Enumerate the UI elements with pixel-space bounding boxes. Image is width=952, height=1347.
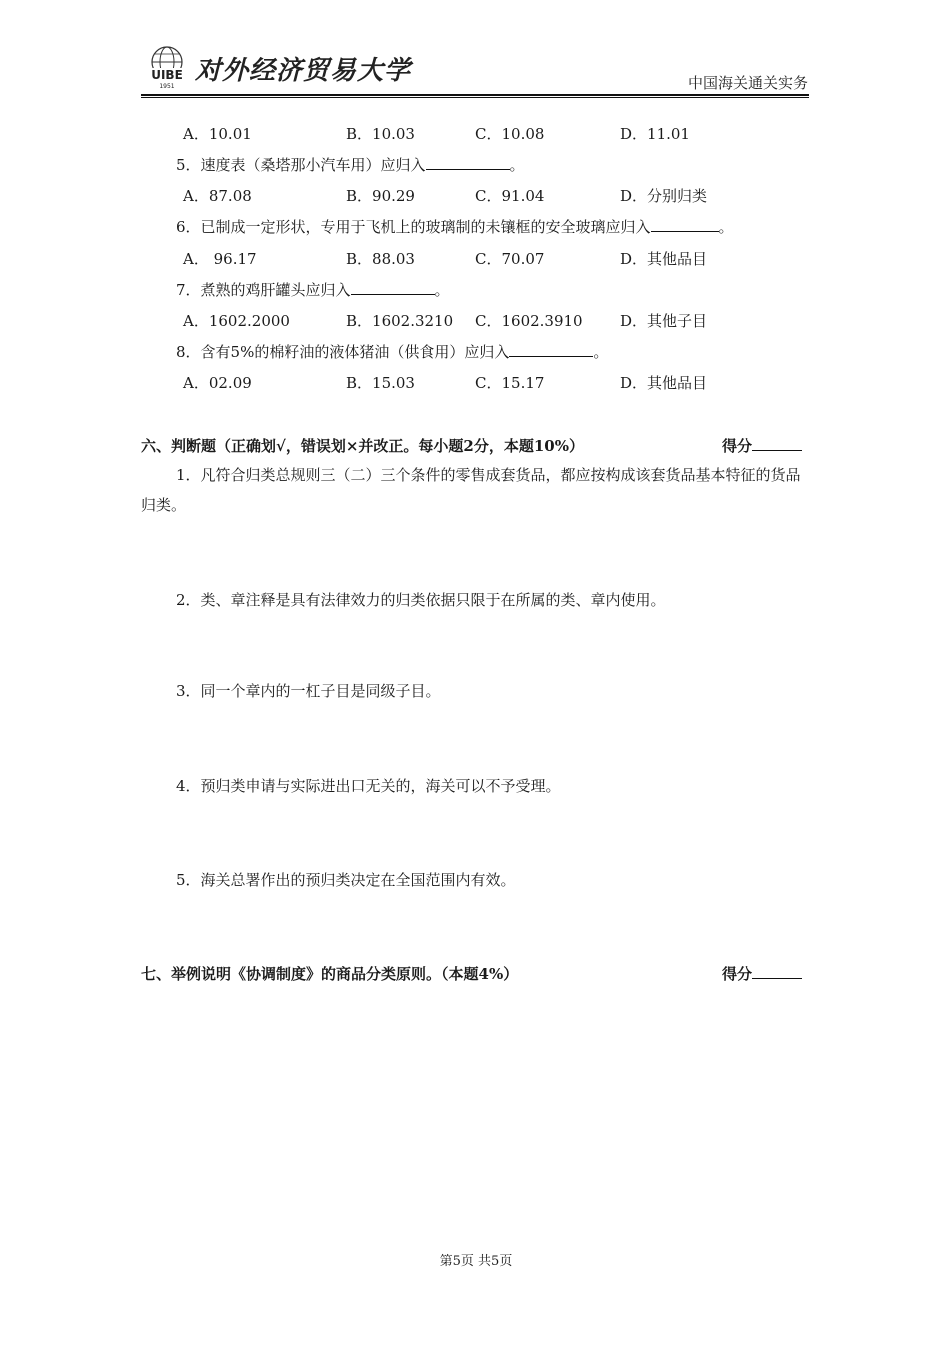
option-c: C．15.17 <box>475 374 545 392</box>
score-label: 得分 <box>722 437 753 455</box>
section-7-score <box>722 963 802 984</box>
question-text: 5．速度表（桑塔那小汽车用）应归入 <box>176 156 426 174</box>
option-d: D．分别归类 <box>620 187 708 205</box>
answer-blank <box>426 156 510 170</box>
option-d: D．其他品目 <box>620 374 708 392</box>
option-b: B．90.29 <box>346 187 415 205</box>
judgment-item-4: 4．预归类申请与实际进出口无关的，海关可以不予受理。 <box>176 777 561 795</box>
option-b: B．10.03 <box>346 125 415 143</box>
question-text: 6．已制成一定形状，专用于飞机上的玻璃制的未镶框的安全玻璃应归入 <box>176 218 651 236</box>
option-b: B．15.03 <box>346 374 415 392</box>
judgment-item-5: 5．海关总署作出的预归类决定在全国范围内有效。 <box>176 871 516 889</box>
question-7 <box>176 279 450 300</box>
option-c: C．91.04 <box>475 187 545 205</box>
header-divider <box>141 94 809 96</box>
option-d: D．11.01 <box>620 125 690 143</box>
question-suffix: 。 <box>509 156 525 174</box>
judgment-item-1: 1．凡符合归类总规则三（二）三个条件的零售成套货品，都应按构成该套货品基本特征的货品归类。 <box>141 466 801 514</box>
header-divider-thin <box>141 97 809 98</box>
section-7-title: 七、举例说明《协调制度》的商品分类原则。（本题4%） <box>141 965 519 983</box>
score-label: 得分 <box>722 965 753 983</box>
question-text: 8．含有5%的棉籽油的液体猪油（供食用）应归入 <box>176 343 510 361</box>
course-title: 中国海关通关实务 <box>687 74 808 92</box>
answer-blank <box>509 343 593 357</box>
judgment-item-2: 2．类、章注释是具有法律效力的归类依据只限于在所属的类、章内使用。 <box>176 591 666 609</box>
question-suffix: 。 <box>434 281 450 299</box>
question-suffix: 。 <box>593 343 609 361</box>
option-c: C．1602.3910 <box>475 312 583 330</box>
question-6 <box>176 216 734 237</box>
option-b: B．88.03 <box>346 250 415 268</box>
page-number: 第5页 共5页 <box>439 1254 513 1269</box>
score-blank <box>752 965 802 979</box>
section-6-score <box>722 435 802 456</box>
university-logo-icon <box>146 42 188 90</box>
question-suffix: 。 <box>718 218 734 236</box>
answer-blank <box>351 281 435 295</box>
logo-year: 1951 <box>159 83 175 90</box>
logo-text: UIBE <box>151 68 183 82</box>
option-a: A．1602.2000 <box>183 312 290 330</box>
option-a: A．87.08 <box>183 187 252 205</box>
question-5 <box>176 154 525 175</box>
option-a: A．10.01 <box>183 125 252 143</box>
score-blank <box>752 437 802 451</box>
judgment-item-3: 3．同一个章内的一杠子目是同级子目。 <box>176 682 441 700</box>
option-c: C．10.08 <box>475 125 545 143</box>
question-8 <box>176 341 608 362</box>
option-b: B．1602.3210 <box>346 312 454 330</box>
option-a: A．02.09 <box>183 374 252 392</box>
option-c: C．70.07 <box>475 250 545 268</box>
question-text: 7．煮熟的鸡肝罐头应归入 <box>176 281 351 299</box>
option-d: D．其他子目 <box>620 312 708 330</box>
option-d: D．其他品目 <box>620 250 708 268</box>
option-a: A． 96.17 <box>183 250 257 268</box>
answer-blank <box>651 218 719 232</box>
university-name: 对外经济贸易大学 <box>195 56 412 86</box>
section-6-title: 六、判断题（正确划√，错误划×并改正。每小题2分，本题10%） <box>141 437 584 455</box>
